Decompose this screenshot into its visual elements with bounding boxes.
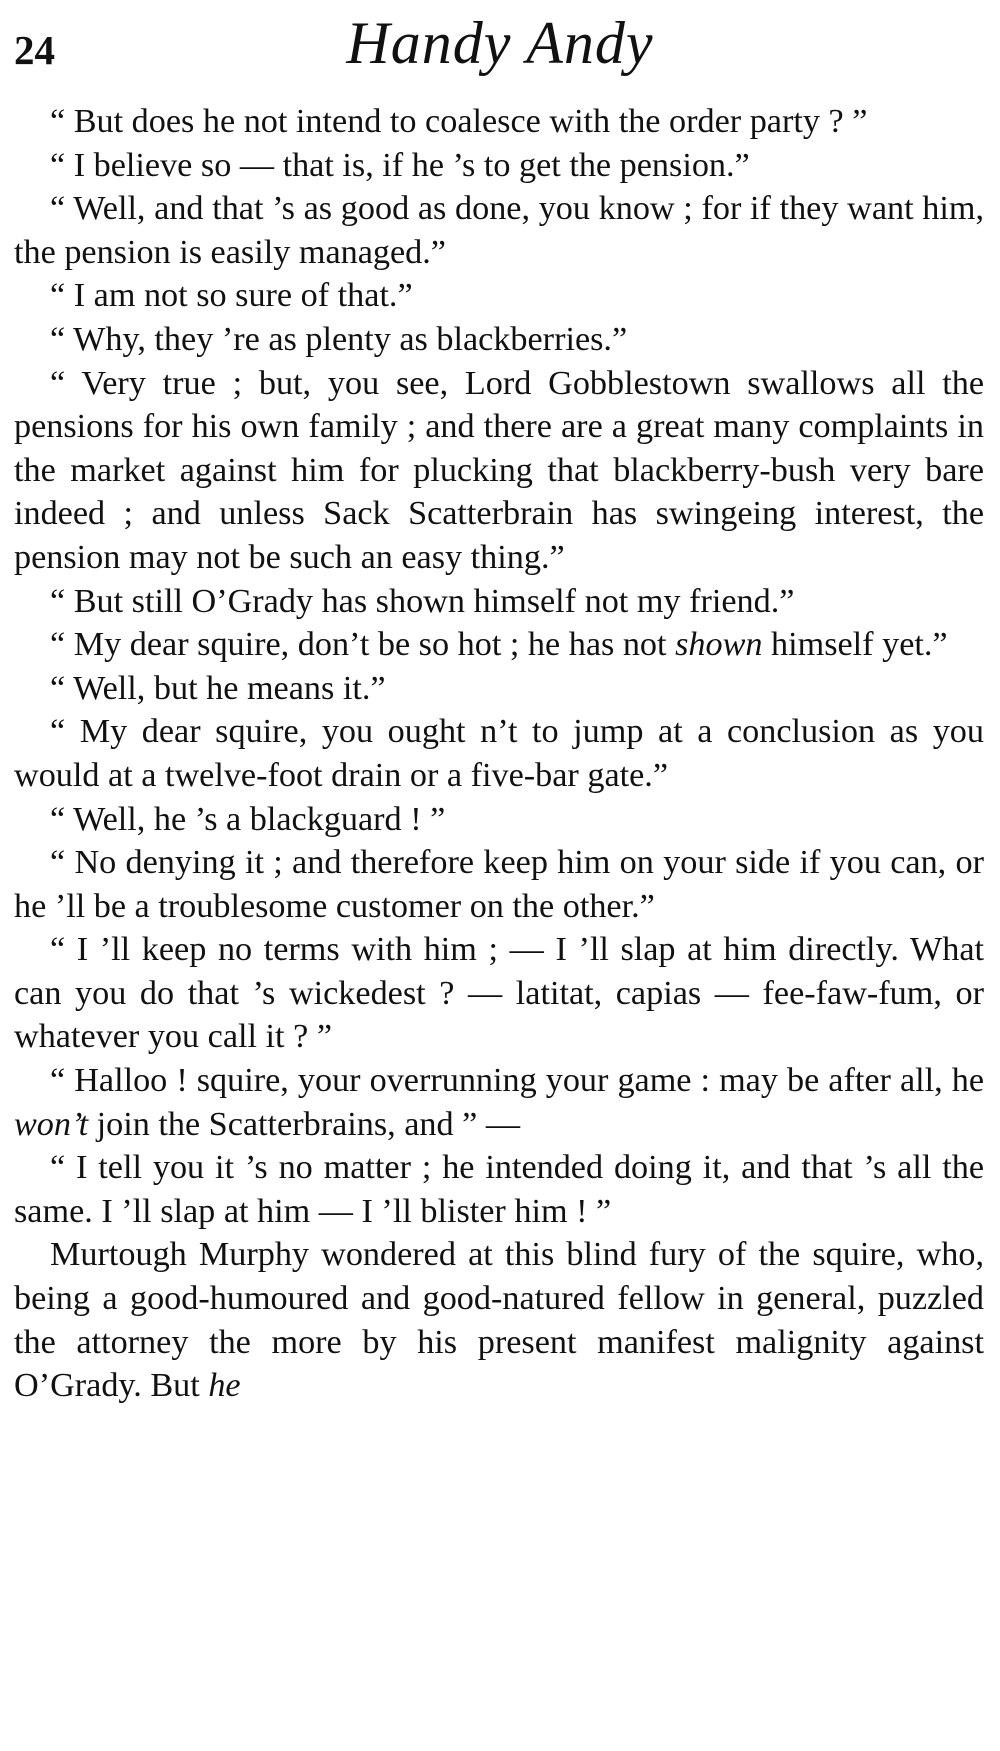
paragraph xyxy=(14,841,984,928)
text-run: “ Well, and that ’s as good as done, you know ; for if they want him, the pension is easily managed.” xyxy=(14,190,984,271)
text-run: Murtough Murphy wondered at this blind fury of the squire, who, being a good-humoured and good-natured fellow in general, puzzled the attorney the more by his present manifest malignity against O’Grady. But xyxy=(14,1236,984,1405)
text-run: “ I believe so — that is, if he ’s to get the pension.” xyxy=(50,146,750,184)
book-title: Handy Andy xyxy=(346,10,654,76)
paragraph xyxy=(14,667,984,711)
text-run: “ Halloo ! squire, your overrunning your game : may be after all, he xyxy=(50,1062,984,1100)
text-run: “ No denying it ; and therefore keep him on your side if you can, or he ’ll be a troublesome customer on the other.” xyxy=(14,844,984,925)
paragraph xyxy=(14,187,984,274)
text-run: “ But does he not intend to coalesce with the order party ? ” xyxy=(50,103,868,140)
text-run: “ My dear squire, you ought n’t to jump at a conclusion as you would at a twelve-foot drain or a five-bar gate.” xyxy=(14,713,984,794)
paragraph xyxy=(14,580,984,624)
running-head xyxy=(14,10,986,100)
paragraph xyxy=(14,798,984,842)
text-run: “ Well, but he means it.” xyxy=(50,669,386,707)
paragraph xyxy=(14,318,984,362)
text-run: join the Scatterbrains, and ” — xyxy=(88,1105,521,1143)
italic-emphasis: shown xyxy=(675,626,763,664)
paragraph xyxy=(14,623,984,667)
text-body xyxy=(14,100,984,1408)
paragraph xyxy=(14,100,984,144)
text-run: “ I tell you it ’s no matter ; he intended doing it, and that ’s all the same. I ’ll slap at him — I ’ll blister him ! ” xyxy=(14,1149,984,1230)
text-run: “ I ’ll keep no terms with him ; — I ’ll slap at him directly. What can you do that ’s wickedest ? — latitat, capias — fee-faw-fum, or whatever you call it ? ” xyxy=(14,931,984,1056)
page-number: 24 xyxy=(14,27,55,73)
text-run: “ My dear squire, don’t be so hot ; he has not xyxy=(50,626,676,664)
paragraph xyxy=(14,928,984,1059)
text-run: “ Very true ; but, you see, Lord Gobblestown swallows all the pensions for his own family ; and there are a great many complaints in the market against him for plucking that blackberry-bush very bare indeed ; and unless Sack Scatterbrain has swingeing interest, the pension may not be such an easy thing.” xyxy=(14,364,984,576)
italic-emphasis: won’t xyxy=(14,1105,89,1143)
text-run: himself yet.” xyxy=(762,626,948,664)
text-run: “ Well, he ’s a blackguard ! ” xyxy=(50,800,446,838)
paragraph xyxy=(14,1233,984,1407)
paragraph xyxy=(14,362,984,580)
text-run: “ I am not so sure of that.” xyxy=(50,277,413,315)
paragraph xyxy=(14,1146,984,1233)
paragraph xyxy=(14,274,984,318)
paragraph xyxy=(14,1059,984,1146)
paragraph xyxy=(14,710,984,797)
text-run: “ Why, they ’re as plenty as blackberries.” xyxy=(50,320,628,358)
italic-emphasis: he xyxy=(208,1367,241,1405)
paragraph xyxy=(14,144,984,188)
text-run: “ But still O’Grady has shown himself not my friend.” xyxy=(50,582,795,620)
